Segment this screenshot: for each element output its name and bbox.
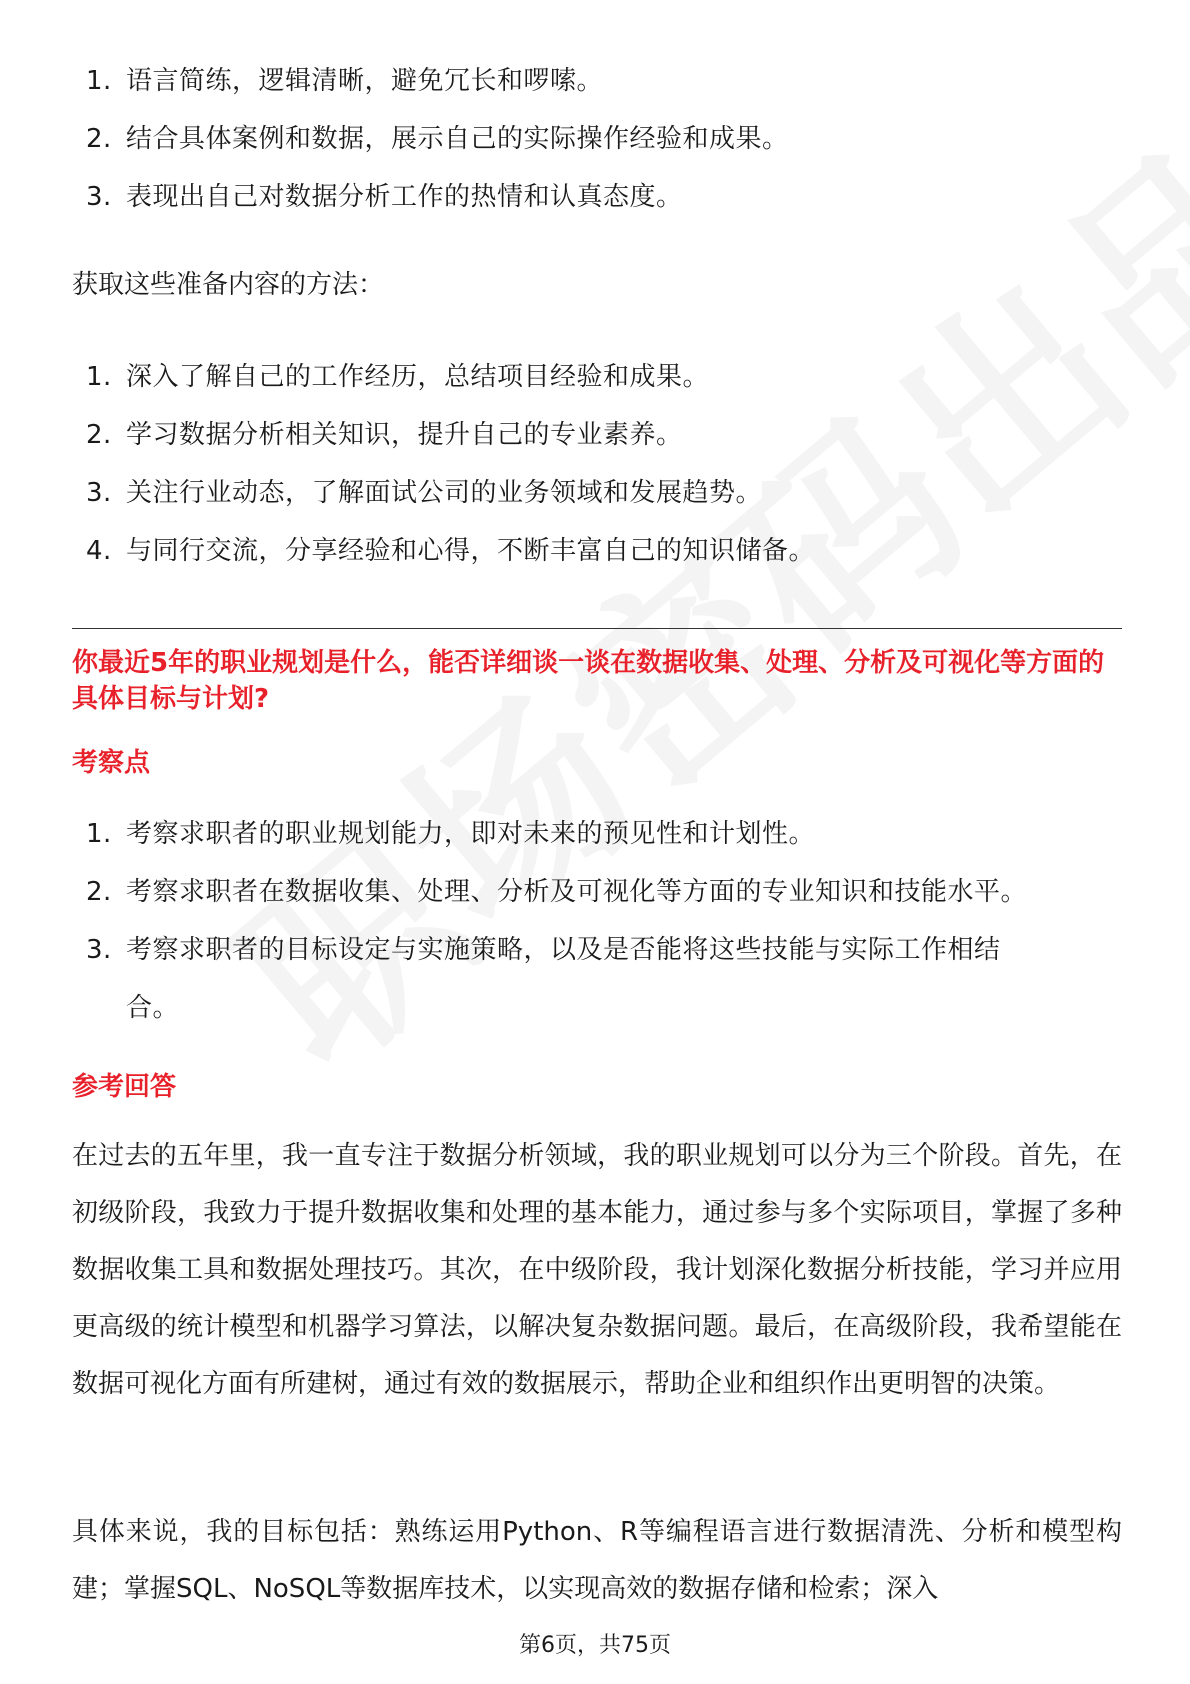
list-number: 1. <box>86 362 112 392</box>
list-text: 结合具体案例和数据，展示自己的实际操作经验和成果。 <box>126 124 789 154</box>
interview-question: 你最近5年的职业规划是什么，能否详细谈一谈在数据收集、处理、分析及可视化等方面的具体目标与计划? <box>72 648 1105 714</box>
list-text: 语言简练，逻辑清晰，避免冗长和啰嗦。 <box>126 66 604 96</box>
list-number: 2. <box>86 877 112 907</box>
answer-paragraph: 具体来说，我的目标包括：熟练运用Python、R等编程语言进行数据清洗、分析和模型构建；掌握SQL、NoSQL等数据库技术，以实现高效的数据存储和检索；深入 <box>72 1517 1122 1604</box>
list-item <box>72 406 815 464</box>
list-number: 2. <box>86 420 112 450</box>
list-text: 关注行业动态，了解面试公司的业务领域和发展趋势。 <box>126 478 763 508</box>
list-item <box>72 52 789 110</box>
list-item <box>72 168 789 226</box>
list-item <box>72 464 815 522</box>
list-text: 考察求职者的职业规划能力，即对未来的预见性和计划性。 <box>126 819 816 849</box>
list-text: 深入了解自己的工作经历，总结项目经验和成果。 <box>126 362 710 392</box>
methods-intro: 获取这些准备内容的方法： <box>72 270 385 300</box>
list-number: 3. <box>86 935 112 965</box>
answer-heading: 参考回答 <box>72 1072 177 1102</box>
list-number: 1. <box>86 66 112 96</box>
list-number: 1. <box>86 819 112 849</box>
list-text: 学习数据分析相关知识，提升自己的专业素养。 <box>126 420 683 450</box>
list-number: 3. <box>86 478 112 508</box>
list-item <box>72 110 789 168</box>
list-number: 2. <box>86 124 112 154</box>
section-divider <box>72 628 1122 629</box>
list-text: 考察求职者的目标设定与实施策略，以及是否能将这些技能与实际工作相结合。 <box>126 935 1001 1023</box>
list-number: 4. <box>86 536 112 566</box>
list-text: 与同行交流，分享经验和心得，不断丰富自己的知识储备。 <box>126 536 816 566</box>
list-text: 考察求职者在数据收集、处理、分析及可视化等方面的专业知识和技能水平。 <box>126 877 1028 907</box>
page-footer: 第6页，共75页 <box>519 1633 671 1658</box>
list-item <box>72 522 815 580</box>
list-number: 3. <box>86 182 112 212</box>
list-text: 表现出自己对数据分析工作的热情和认真态度。 <box>126 182 683 212</box>
examine-list <box>72 805 1122 1037</box>
tips-list <box>72 52 789 226</box>
list-item <box>72 348 815 406</box>
list-item <box>72 805 1122 863</box>
list-item <box>72 921 1122 1037</box>
answer-paragraph: 在过去的五年里，我一直专注于数据分析领域，我的职业规划可以分为三个阶段。首先，在初级阶段，我致力于提升数据收集和处理的基本能力，通过参与多个实际项目，掌握了多种数据收集工具和数据处理技巧。其次，在中级阶段，我计划深化数据分析技能，学习并应用更高级的统计模型和机器学习算法，以解决复杂数据问题。最后，在高级阶段，我希望能在数据可视化方面有所建树，通过有效的数据展示，帮助企业和组织作出更明智的决策。 <box>72 1141 1122 1399</box>
list-item <box>72 863 1122 921</box>
examine-heading: 考察点 <box>72 748 151 778</box>
methods-list <box>72 348 815 580</box>
